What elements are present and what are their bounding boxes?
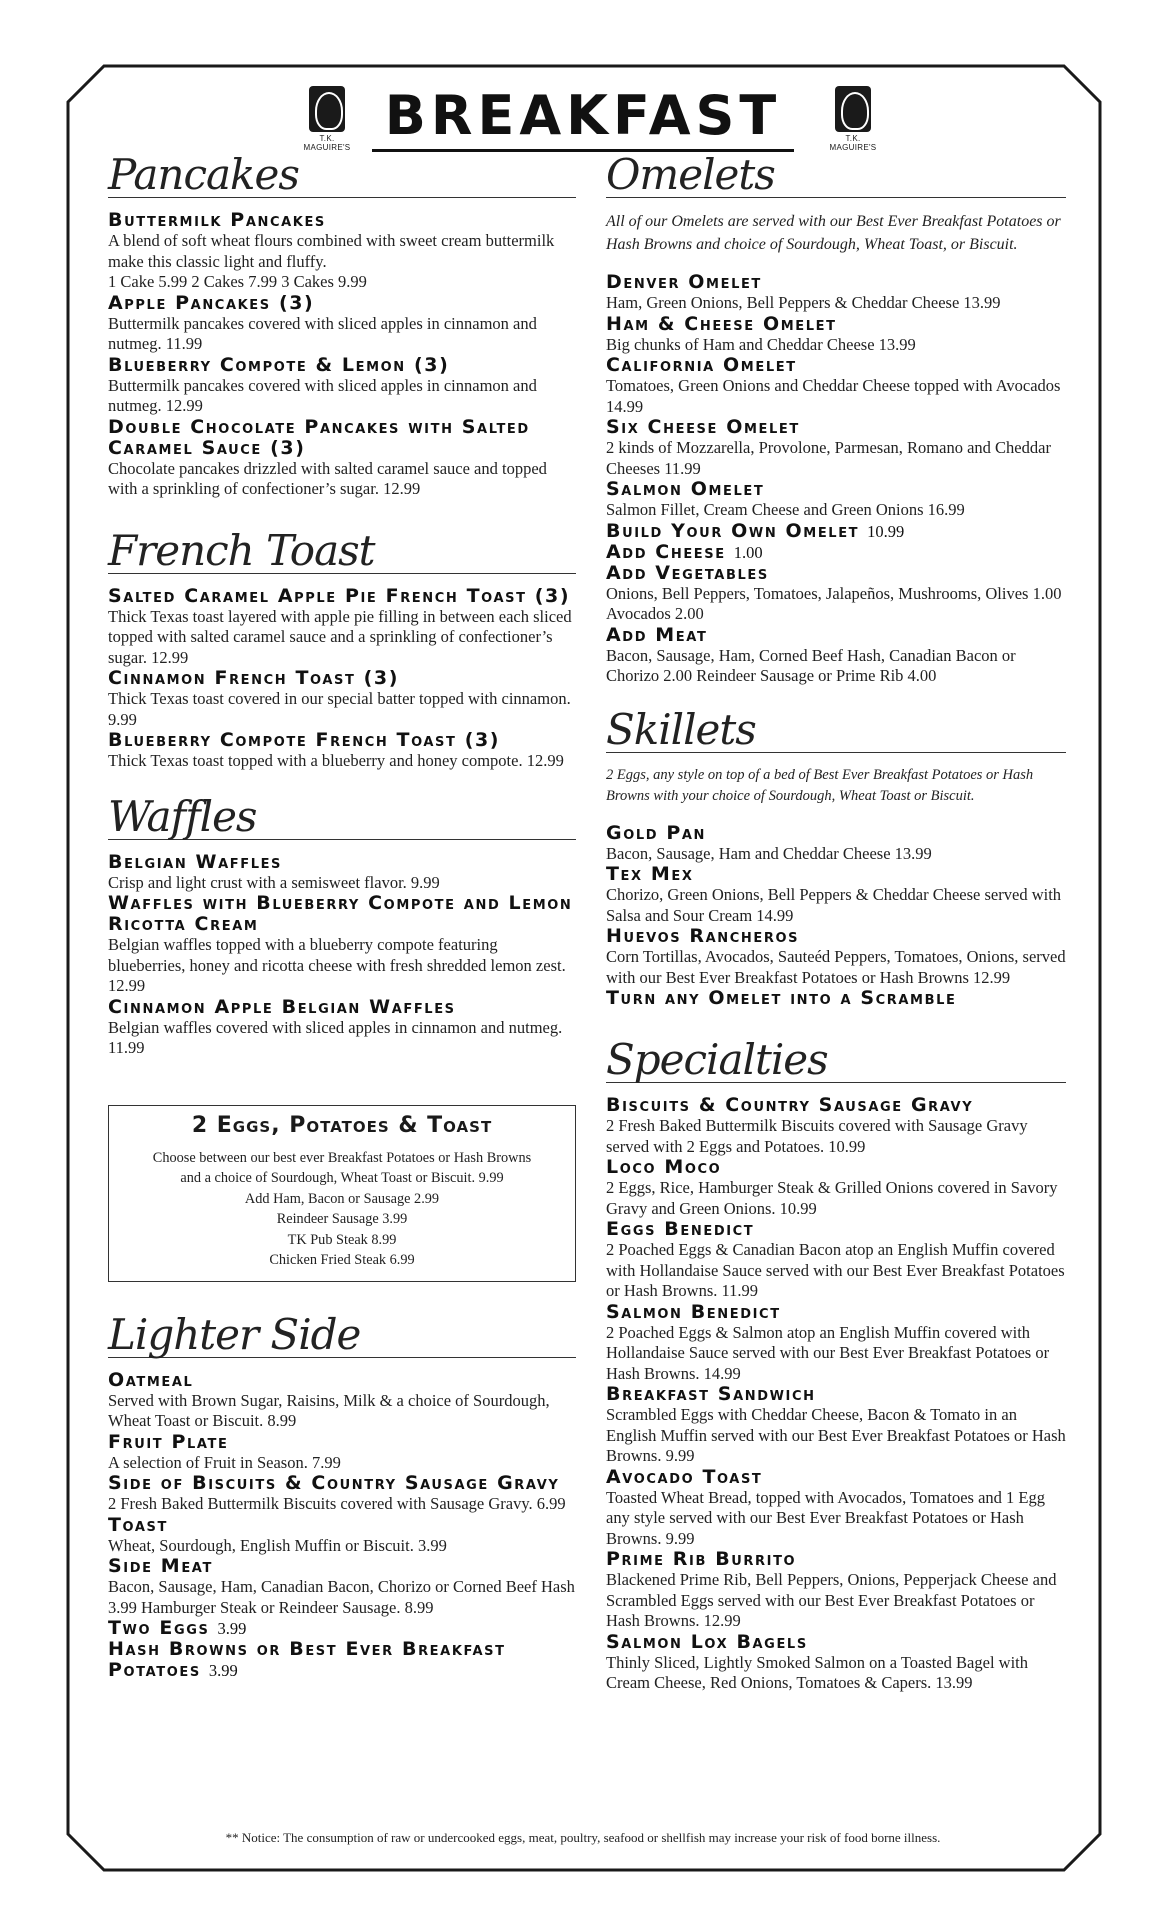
menu-item-desc: Thick Texas toast layered with apple pie filling in between each sliced topped with salted caramel sauce and a sprinkling of confectioner’s sugar. 12.99 (108, 606, 572, 667)
box-title: 2 Eggs, Potatoes & Toast (191, 1112, 493, 1138)
menu-item-price: 1.00 (733, 542, 763, 562)
food-safety-notice: ** Notice: The consumption of raw or undercooked eggs, meat, poultry, seafood or shellfish may increase your risk of food borne illness. (225, 1830, 941, 1845)
section-title: Lighter Side (108, 1309, 361, 1359)
menu-item-desc: Thick Texas toast topped with a blueberry and honey compote. 12.99 (108, 751, 564, 770)
menu-item-desc: 2 Poached Eggs & Canadian Bacon atop an English Muffin covered with Hollandaise Sauce served with our Best Ever Breakfast Potatoes or Hash Browns. 11.99 (606, 1240, 1065, 1300)
eggs-potatoes-toast-box (108, 1105, 576, 1282)
section-header (108, 150, 576, 198)
menu-item-desc: Belgian waffles topped with a blueberry compote featuring blueberries, honey and ricotta cheese with fresh shredded lemon zest. 12.99 (108, 935, 566, 995)
menu-item-desc: Bacon, Sausage, Ham, Canadian Bacon, Chorizo or Corned Beef Hash 3.99 Hamburger Steak or Reindeer Sausage. 8.99 (108, 1577, 575, 1617)
menu-item-name: Oatmeal (108, 1368, 194, 1391)
menu-item-desc: Wheat, Sourdough, English Muffin or Biscuit. 3.99 (108, 1535, 447, 1555)
pub-logo-icon (309, 86, 345, 132)
menu-item-price: 1 Cake 5.99 2 Cakes 7.99 3 Cakes 9.99 (108, 272, 367, 291)
menu-item-name: Fruit Plate (108, 1430, 229, 1453)
box-line: TK Pub Steak 8.99 (287, 1231, 397, 1248)
menu-header (300, 82, 877, 154)
menu-item-name: Eggs Benedict (606, 1218, 755, 1240)
menu-item-desc: Onions, Bell Peppers, Tomatoes, Jalapeños, Mushrooms, Olives 1.00 Avocados 2.00 (606, 583, 1062, 623)
menu-item-desc: Crisp and light crust with a semisweet flavor. 9.99 (108, 872, 440, 892)
section-skillets (606, 705, 1066, 1010)
menu-item-name: Side Meat (108, 1555, 213, 1577)
menu-item-desc: Bacon, Sausage, Ham and Cheddar Cheese 13.99 (606, 843, 932, 863)
menu-item-name: California Omelet (606, 354, 797, 376)
section-specialties (606, 1035, 1066, 1694)
menu-item-desc: 2 Eggs, Rice, Hamburger Steak & Grilled Onions covered in Savory Gravy and Green Onions. 10.99 (606, 1178, 1058, 1218)
menu-item-name: Six Cheese Omelet (606, 416, 800, 438)
section-pancakes (108, 150, 576, 500)
menu-item-name: Huevos Rancheros (606, 925, 800, 947)
section-title: Pancakes (108, 150, 299, 199)
menu-item-name: Blueberry Compote French Toast (3) (108, 729, 501, 751)
menu-item-name: Loco Moco (606, 1156, 722, 1178)
menu-item-name: Breakfast Sandwich (606, 1383, 816, 1405)
menu-item-desc: A selection of Fruit in Season. 7.99 (108, 1452, 341, 1472)
menu-item-desc: 2 Fresh Baked Buttermilk Biscuits covered with Sausage Gravy. 6.99 (108, 1494, 566, 1513)
logo-caption-left: T.K. MAGUIRE'S (303, 134, 351, 152)
menu-item-desc: Thick Texas toast covered in our special batter topped with cinnamon. 9.99 (108, 689, 571, 729)
menu-item-name: Build Your Own Omelet (606, 519, 860, 542)
menu-item-name: Add Vegetables (606, 561, 769, 584)
menu-item-name: Belgian Waffles (108, 850, 283, 873)
menu-item-desc: Buttermilk pancakes covered with sliced apples in cinnamon and nutmeg. 11.99 (108, 313, 537, 353)
menu-item-name: Toast (108, 1513, 168, 1536)
menu-item-desc: Thinly Sliced, Lightly Smoked Salmon on a Toasted Bagel with Cream Cheese, Red Onions, Tomatoes & Capers. 13.99 (606, 1652, 1028, 1692)
menu-item-name: Side of Biscuits & Country Sausage Gravy (108, 1472, 560, 1494)
section-intro: All of our Omelets are served with our Best Ever Breakfast Potatoes or Hash Browns and choice of Sourdough, Wheat Toast, or Biscuit. (606, 213, 1061, 253)
menu-item-desc: Toasted Wheat Bread, topped with Avocados, Tomatoes and 1 Egg any style served with our Best Ever Breakfast Potatoes or Hash Browns. 9.99 (606, 1487, 1045, 1548)
box-line: Choose between our best ever Breakfast Potatoes or Hash Browns (152, 1149, 532, 1166)
section-header (606, 150, 1066, 198)
box-line: and a choice of Sourdough, Wheat Toast or Biscuit. 9.99 (180, 1170, 504, 1186)
left-column (108, 150, 576, 1681)
menu-item (108, 1618, 576, 1639)
menu-item-name: Turn any Omelet into a Scramble (606, 987, 957, 1009)
section-header (606, 1035, 1066, 1083)
menu-item-name: Salted Caramel Apple Pie French Toast (3) (108, 584, 571, 607)
logo-caption-right: T.K. MAGUIRE'S (829, 134, 877, 152)
logo-right (826, 86, 880, 152)
menu-item-desc: Buttermilk pancakes covered with sliced apples in cinnamon and nutmeg. 12.99 (108, 375, 537, 415)
menu-item-name: Hash Browns or Best Ever Breakfast Potatoes (108, 1638, 506, 1681)
menu-item-name: Double Chocolate Pancakes with Salted Caramel Sauce (3) (108, 415, 530, 459)
menu-item-desc: Tomatoes, Green Onions and Cheddar Cheese topped with Avocados 14.99 (606, 376, 1061, 416)
section-french-toast (108, 526, 576, 772)
menu-item-name: Salmon Omelet (606, 478, 765, 500)
menu-item (606, 542, 1066, 563)
section-title: French Toast (108, 525, 375, 575)
section-omelets (606, 150, 1066, 687)
menu-item-price: 3.99 (208, 1661, 238, 1680)
section-header (108, 1310, 576, 1358)
menu-item-desc: 2 kinds of Mozzarella, Provolone, Parmesan, Romano and Cheddar Cheeses 11.99 (606, 438, 1051, 478)
menu-item-name: Avocado Toast (606, 1465, 763, 1488)
section-intro: 2 Eggs, any style on top of a bed of Best Ever Breakfast Potatoes or Hash Browns with your choice of Sourdough, Wheat Toast or Biscuit. (606, 766, 1034, 804)
menu-item-name: Salmon Benedict (606, 1300, 781, 1323)
menu-item-name: Tex Mex (606, 863, 694, 885)
menu-item-name: Two Eggs (108, 1617, 210, 1639)
menu-item-desc: Chocolate pancakes drizzled with salted caramel sauce and topped with a sprinkling of confectioner’s sugar. 12.99 (108, 458, 547, 498)
box-line: Add Ham, Bacon or Sausage 2.99 (244, 1190, 440, 1207)
menu-item-name: Buttermilk Pancakes (108, 209, 326, 231)
menu-item-name: Add Cheese (606, 540, 726, 563)
menu-item-desc: A blend of soft wheat flours combined with sweet cream buttermilk make this classic light and fluffy. (108, 231, 555, 271)
menu-item-name: Cinnamon French Toast (3) (108, 667, 400, 689)
menu-item-name: Apple Pancakes (3) (108, 291, 315, 314)
menu-item-desc: Big chunks of Ham and Cheddar Cheese 13.99 (606, 334, 916, 354)
menu-item-price: 10.99 (867, 521, 905, 541)
section-waffles (108, 792, 576, 1059)
menu-item-name: Waffles with Blueberry Compote and Lemon Ricotta Cream (108, 892, 573, 935)
menu-item-name: Biscuits & Country Sausage Gravy (606, 1094, 974, 1116)
section-title: Specialties (606, 1035, 828, 1084)
page-title: BREAKFAST (384, 84, 782, 147)
menu-item-desc: Chorizo, Green Onions, Bell Peppers & Cheddar Cheese served with Salsa and Sour Cream 14.99 (606, 885, 1062, 925)
box-line: Reindeer Sausage 3.99 (276, 1211, 408, 1227)
menu-item-name: Prime Rib Burrito (606, 1548, 797, 1570)
section-lighter-side (108, 1310, 576, 1682)
menu-item-desc: Blackened Prime Rib, Bell Peppers, Onions, Pepperjack Cheese and Scrambled Eggs served with our Best Ever Breakfast Potatoes or Hash Browns. 12.99 (606, 1570, 1057, 1630)
menu-item-name: Salmon Lox Bagels (606, 1630, 808, 1653)
section-title: Omelets (606, 150, 775, 199)
section-header (108, 526, 576, 574)
menu-item-name: Gold Pan (606, 821, 707, 844)
section-title: Skillets (606, 704, 756, 754)
menu-item (108, 1639, 576, 1681)
menu-item-name: Add Meat (606, 623, 708, 646)
menu-item-desc: Ham, Green Onions, Bell Peppers & Cheddar Cheese 13.99 (606, 293, 1001, 312)
box-line: Chicken Fried Steak 6.99 (269, 1252, 415, 1268)
menu-item-desc: Served with Brown Sugar, Raisins, Milk & a choice of Sourdough, Wheat Toast or Biscuit. 8.99 (108, 1390, 550, 1430)
menu-item-desc: 2 Fresh Baked Buttermilk Biscuits covered with Sausage Gravy served with 2 Eggs and Potatoes. 10.99 (606, 1116, 1028, 1156)
pub-logo-icon (835, 86, 871, 132)
section-header (606, 705, 1066, 753)
menu-item-desc: 2 Poached Eggs & Salmon atop an English Muffin covered with Hollandaise Sauce served with our Best Ever Breakfast Potatoes or Hash Browns. 14.99 (606, 1322, 1050, 1383)
menu-item-name: Denver Omelet (606, 271, 762, 293)
menu-item-desc: Belgian waffles covered with sliced apples in cinnamon and nutmeg. 11.99 (108, 1017, 563, 1057)
right-column (606, 150, 1066, 1694)
menu-item-desc: Scrambled Eggs with Cheddar Cheese, Bacon & Tomato in an English Muffin served with our Best Ever Breakfast Potatoes or Hash Browns. 9.99 (606, 1405, 1066, 1465)
menu-item-desc: Corn Tortillas, Avocados, Sauteéd Peppers, Tomatoes, Onions, served with our Best Ever Breakfast Potatoes or Hash Browns 12.99 (606, 947, 1066, 987)
logo-left (300, 86, 354, 152)
menu-item-name: Blueberry Compote & Lemon (3) (108, 353, 450, 376)
menu-item-desc: Salmon Fillet, Cream Cheese and Green Onions 16.99 (606, 500, 965, 519)
section-header (108, 792, 576, 840)
menu-item (606, 521, 1066, 542)
menu-item-desc: Bacon, Sausage, Ham, Corned Beef Hash, Canadian Bacon or Chorizo 2.00 Reindeer Sausage or Prime Rib 4.00 (606, 645, 1016, 685)
menu-item-name: Ham & Cheese Omelet (606, 312, 837, 335)
menu-item-name: Cinnamon Apple Belgian Waffles (108, 995, 456, 1018)
menu-item-price: 3.99 (217, 1619, 247, 1638)
section-title: Waffles (108, 791, 257, 841)
